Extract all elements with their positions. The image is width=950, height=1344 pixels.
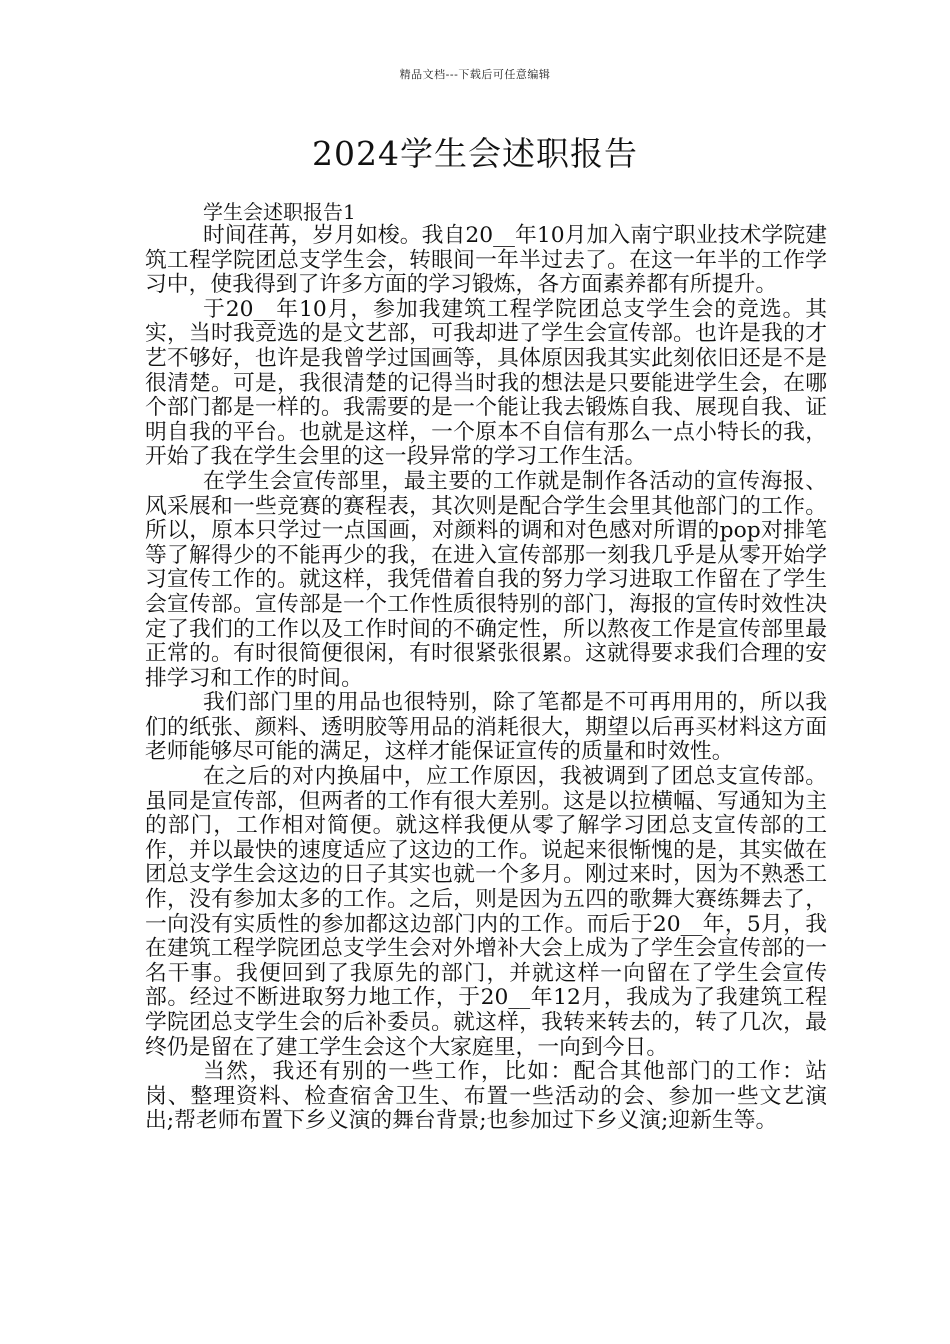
paragraph-1: 时间荏苒，岁月如梭。我自20__年10月加入南宁职业技术学院建筑工程学院团总支学生会，转眼间一年半过去了。在这一年半的工作学习中，使我得到了许多方面的学习锻炼，各方面素养都有所提升。 bbox=[145, 223, 827, 298]
header-note: 精品文档---下载后可任意编辑 bbox=[399, 68, 551, 81]
paragraph-3: 在学生会宣传部里，最主要的工作就是制作各活动的宣传海报、风采展和一些竞赛的赛程表，其次则是配合学生会里其他部门的工作。所以，原本只学过一点国画，对颜料的调和对色感对所谓的pop对排笔等了解得少的不能再少的我，在进入宣传部那一刻我几乎是从零开始学习宣传工作的。就这样，我凭借着自我的努力学习进取工作留在了学生会宣传部。宣传部是一个工作性质很特别的部门，海报的宣传时效性决定了我们的工作以及工作时间的不确定性，所以熬夜工作是宣传部里最正常的。有时很简便很闲，有时很紧张很累。这就得要求我们合理的安排学习和工作的时间。 bbox=[145, 468, 827, 691]
document-body bbox=[145, 200, 827, 1134]
paragraph-4: 我们部门里的用品也很特别，除了笔都是不可再用用的，所以我们的纸张、颜料、透明胶等用品的消耗很大，期望以后再买材料这方面老师能够尽可能的满足，这样才能保证宣传的质量和时效性。 bbox=[145, 690, 827, 765]
paragraph-2: 于20__年10月，参加我建筑工程学院团总支学生会的竞选。其实，当时我竞选的是文艺部，可我却进了学生会宣传部。也许是我的才艺不够好，也许是我曾学过国画等，具体原因我其实此刻依旧还是不是很清楚。可是，我很清楚的记得当时我的想法是只要能进学生会，在哪个部门都是一样的。我需要的是一个能让我去锻炼自我、展现自我、证明自我的平台。也就是这样，一个原本不自信有那么一点小特长的我，开始了我在学生会里的这一段异常的学习工作生活。 bbox=[145, 296, 827, 470]
paragraph-5: 在之后的对内换届中，应工作原因，我被调到了团总支宣传部。虽同是宣传部，但两者的工作有很大差别。这是以拉横幅、写通知为主的部门，工作相对简便。就这样我便从零了解学习团总支宣传部的工作，并以最快的速度适应了这边的工作。说起来很惭愧的是，其实做在团总支学生会这边的日子其实也就一个多月。刚过来时，因为不熟悉工作，没有参加太多的工作。之后，则是因为五四的歌舞大赛练舞去了，一向没有实质性的参加都这边部门内的工作。而后于20__年，5月，我在建筑工程学院团总支学生会对外增补大会上成为了学生会宣传部的一名干事。我便回到了我原先的部门，并就这样一向留在了学生会宣传部。经过不断进取努力地工作，于20__年12月，我成为了我建筑工程学院团总支学生会的后补委员。就这样，我转来转去的，转了几次，最终仍是留在了建工学生会这个大家庭里，一向到今日。 bbox=[145, 764, 827, 1060]
document-title: 2024学生会述职报告 bbox=[312, 134, 638, 173]
paragraph-6: 当然，我还有别的一些工作，比如：配合其他部门的工作：站岗、整理资料、检查宿舍卫生、布置一些活动的会、参加一些文艺演出;帮老师布置下乡义演的舞台背景;也参加过下乡义演;迎新生等。 bbox=[145, 1059, 827, 1134]
section-heading: 学生会述职报告1 bbox=[203, 200, 356, 224]
